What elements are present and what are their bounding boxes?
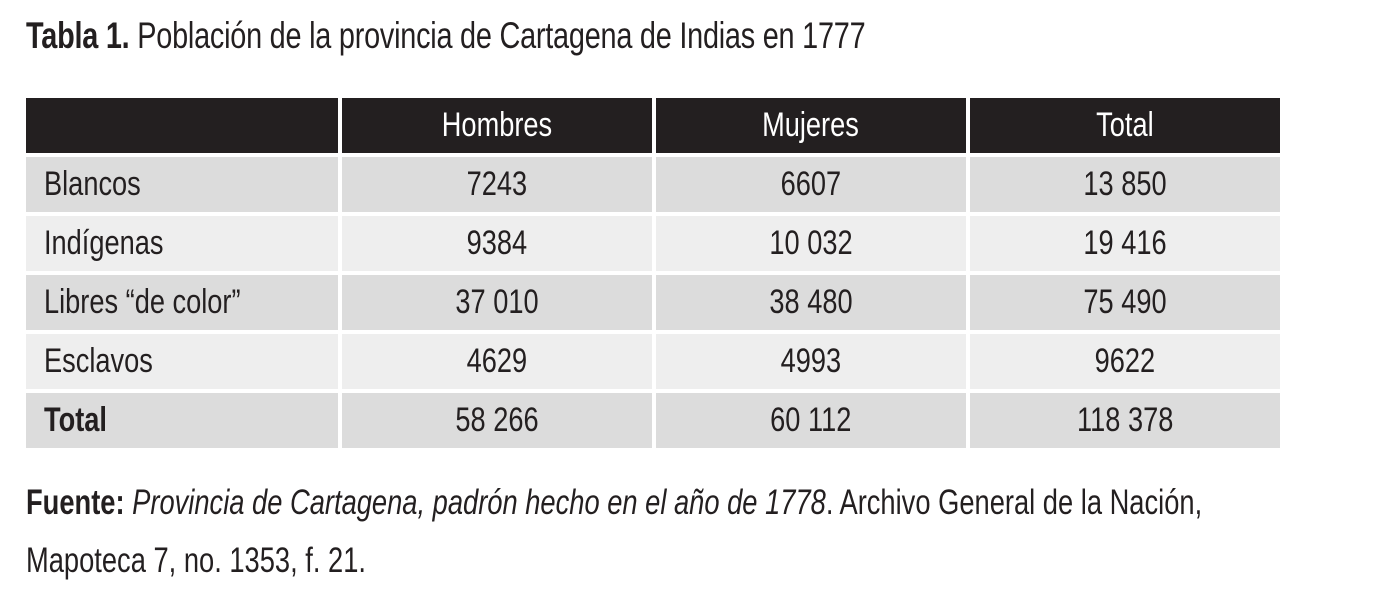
population-table bbox=[22, 94, 1284, 452]
table-total-row bbox=[26, 393, 1280, 448]
cell-total: 13 850 bbox=[970, 157, 1280, 212]
table-row bbox=[26, 157, 1280, 212]
column-header-total bbox=[970, 98, 1280, 153]
table-row bbox=[26, 275, 1280, 330]
cell-total: 75 490 bbox=[970, 275, 1280, 330]
table-title-text: Población de la provincia de Cartagena de Indias en 1777 bbox=[137, 15, 866, 56]
source-line-2: Mapoteca 7, no. 1353, f. 21. bbox=[26, 541, 366, 580]
cell-mujeres: 60 112 bbox=[656, 393, 966, 448]
cell-total: 118 378 bbox=[970, 393, 1280, 448]
source-title: Provincia de Cartagena, padrón hecho en el año de 1778 bbox=[132, 483, 826, 522]
source-archive: . Archivo General de la Nación, bbox=[825, 483, 1203, 522]
row-label: Blancos bbox=[26, 157, 338, 212]
column-header-label: Mujeres bbox=[762, 106, 860, 144]
cell-hombres: 9384 bbox=[342, 216, 652, 271]
table-title bbox=[26, 10, 865, 62]
cell-hombres: 4629 bbox=[342, 334, 652, 389]
column-header-label: Hombres bbox=[441, 106, 552, 144]
cell-hombres: 58 266 bbox=[342, 393, 652, 448]
table-header-row bbox=[26, 98, 1280, 153]
row-label: Esclavos bbox=[26, 334, 338, 389]
cell-mujeres: 6607 bbox=[656, 157, 966, 212]
row-label: Total bbox=[26, 393, 338, 448]
cell-hombres: 7243 bbox=[342, 157, 652, 212]
source-line-1 bbox=[26, 474, 1203, 532]
row-label: Libres “de color” bbox=[26, 275, 338, 330]
column-header-hombres bbox=[342, 98, 652, 153]
cell-hombres: 37 010 bbox=[342, 275, 652, 330]
cell-total: 9622 bbox=[970, 334, 1280, 389]
cell-mujeres: 10 032 bbox=[656, 216, 966, 271]
source-note bbox=[26, 474, 1366, 590]
table-row bbox=[26, 334, 1280, 389]
column-header-empty bbox=[26, 98, 338, 153]
column-header-label: Total bbox=[1096, 106, 1154, 144]
table-title-label: Tabla 1. bbox=[26, 15, 130, 56]
source-label: Fuente: bbox=[26, 483, 125, 522]
row-label: Indígenas bbox=[26, 216, 338, 271]
cell-mujeres: 38 480 bbox=[656, 275, 966, 330]
cell-total: 19 416 bbox=[970, 216, 1280, 271]
column-header-mujeres bbox=[656, 98, 966, 153]
cell-mujeres: 4993 bbox=[656, 334, 966, 389]
table-row bbox=[26, 216, 1280, 271]
